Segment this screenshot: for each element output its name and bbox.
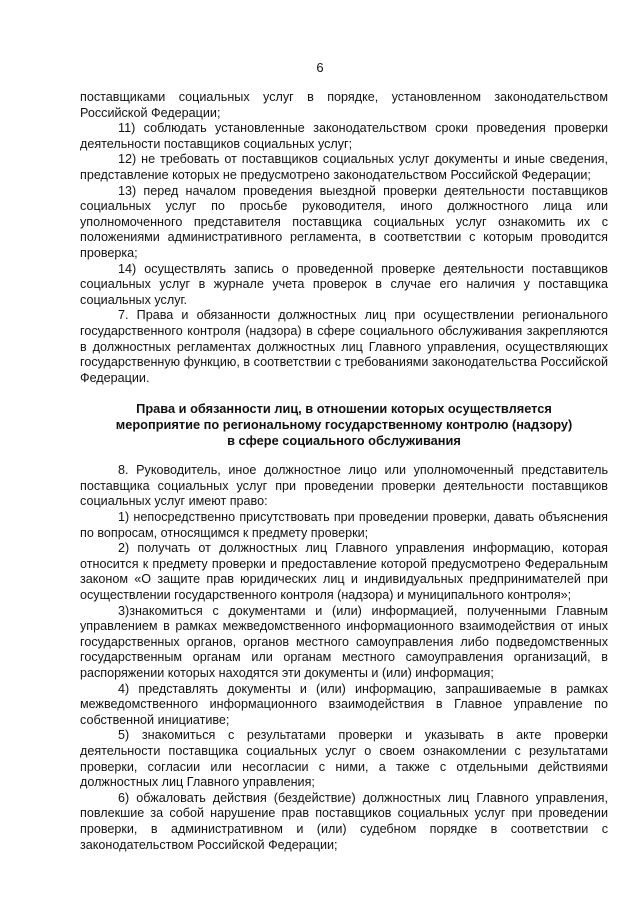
paragraph: 3)знакомиться с документами и (или) информацией, полученными Главным управлением в рамках межведомственного информационного взаимодействия от иных государственных органов, органов местного самоуправления либо подведомственных государственным органам или органам местного самоуправления организаций, в распоряжении которых находятся эти документы и (или) информация; — [80, 603, 608, 680]
paragraph: 2) получать от должностных лиц Главного управления информацию, которая относится к предмету проверки и предоставление которой предусмотрено Федеральным законом «О защите прав юридических лиц и индивидуальных предпринимателей при осуществлении государственного контроля (надзора) и муниципального контроля»; — [80, 541, 608, 603]
paragraph: 1) непосредственно присутствовать при проведении проверки, давать объяснения по вопросам, относящимся к предмету проверки; — [80, 510, 608, 540]
paragraph: поставщиками социальных услуг в порядке, установленном законодательством Российской Федерации; — [80, 90, 608, 120]
paragraph: 13) перед началом проведения выездной проверки деятельности поставщиков социальных услуг по просьбе руководителя, иного должностного лица или уполномоченного представителя поставщика социальных услуг ознакомить их с положениями административного регламента, в соответствии с которым проводится проверка; — [80, 183, 608, 260]
paragraph: 14) осуществлять запись о проведенной проверке деятельности поставщиков социальных услуг в журнале учета проверок в случае его наличия у поставщика социальных услуг. — [80, 261, 608, 307]
page-number: 6 — [316, 60, 324, 75]
section-heading-line: мероприятие по региональному государственному контролю (надзору) — [115, 417, 573, 433]
paragraph: 8. Руководитель, иное должностное лицо или уполномоченный представитель поставщика социальных услуг при проведении проверки деятельности поставщиков социальных услуг имеют право: — [80, 463, 608, 509]
section-heading — [80, 401, 608, 449]
paragraph: 11) соблюдать установленные законодательством сроки проведения проверки деятельности поставщиков социальных услуг; — [80, 121, 608, 151]
section-heading-line: Права и обязанности лиц, в отношении которых осуществляется — [136, 401, 552, 417]
document-body — [80, 90, 608, 853]
section-heading-line: в сфере социального обслуживания — [227, 433, 461, 449]
paragraph: 6) обжаловать действия (бездействие) должностных лиц Главного управления, повлекшие за собой нарушение прав поставщиков социальных услуг при проведении проверки, в административном и (или) судебном порядке в соответствии с законодательством Российской Федерации; — [80, 790, 608, 852]
paragraph: 7. Права и обязанности должностных лиц при осуществлении регионального государственного контроля (надзора) в сфере социального обслуживания закрепляются в должностных регламентах должностных лиц Главного управления, осуществляющих государственную функцию, в соответствии с требованиями законодательства Российской Федерации. — [80, 308, 608, 385]
paragraph: 5) знакомиться с результатами проверки и указывать в акте проверки деятельности поставщика социальных услуг о своем ознакомлении с результатами проверки, согласии или несогласии с ними, а также с отдельными действиями должностных лиц Главного управления; — [80, 728, 608, 790]
paragraph: 12) не требовать от поставщиков социальных услуг документы и иные сведения, представление которых не предусмотрено законодательством Российской Федерации; — [80, 152, 608, 182]
paragraph: 4) представлять документы и (или) информацию, запрашиваемые в рамках межведомственного информационного взаимодействия в Главное управление по собственной инициативе; — [80, 681, 608, 727]
